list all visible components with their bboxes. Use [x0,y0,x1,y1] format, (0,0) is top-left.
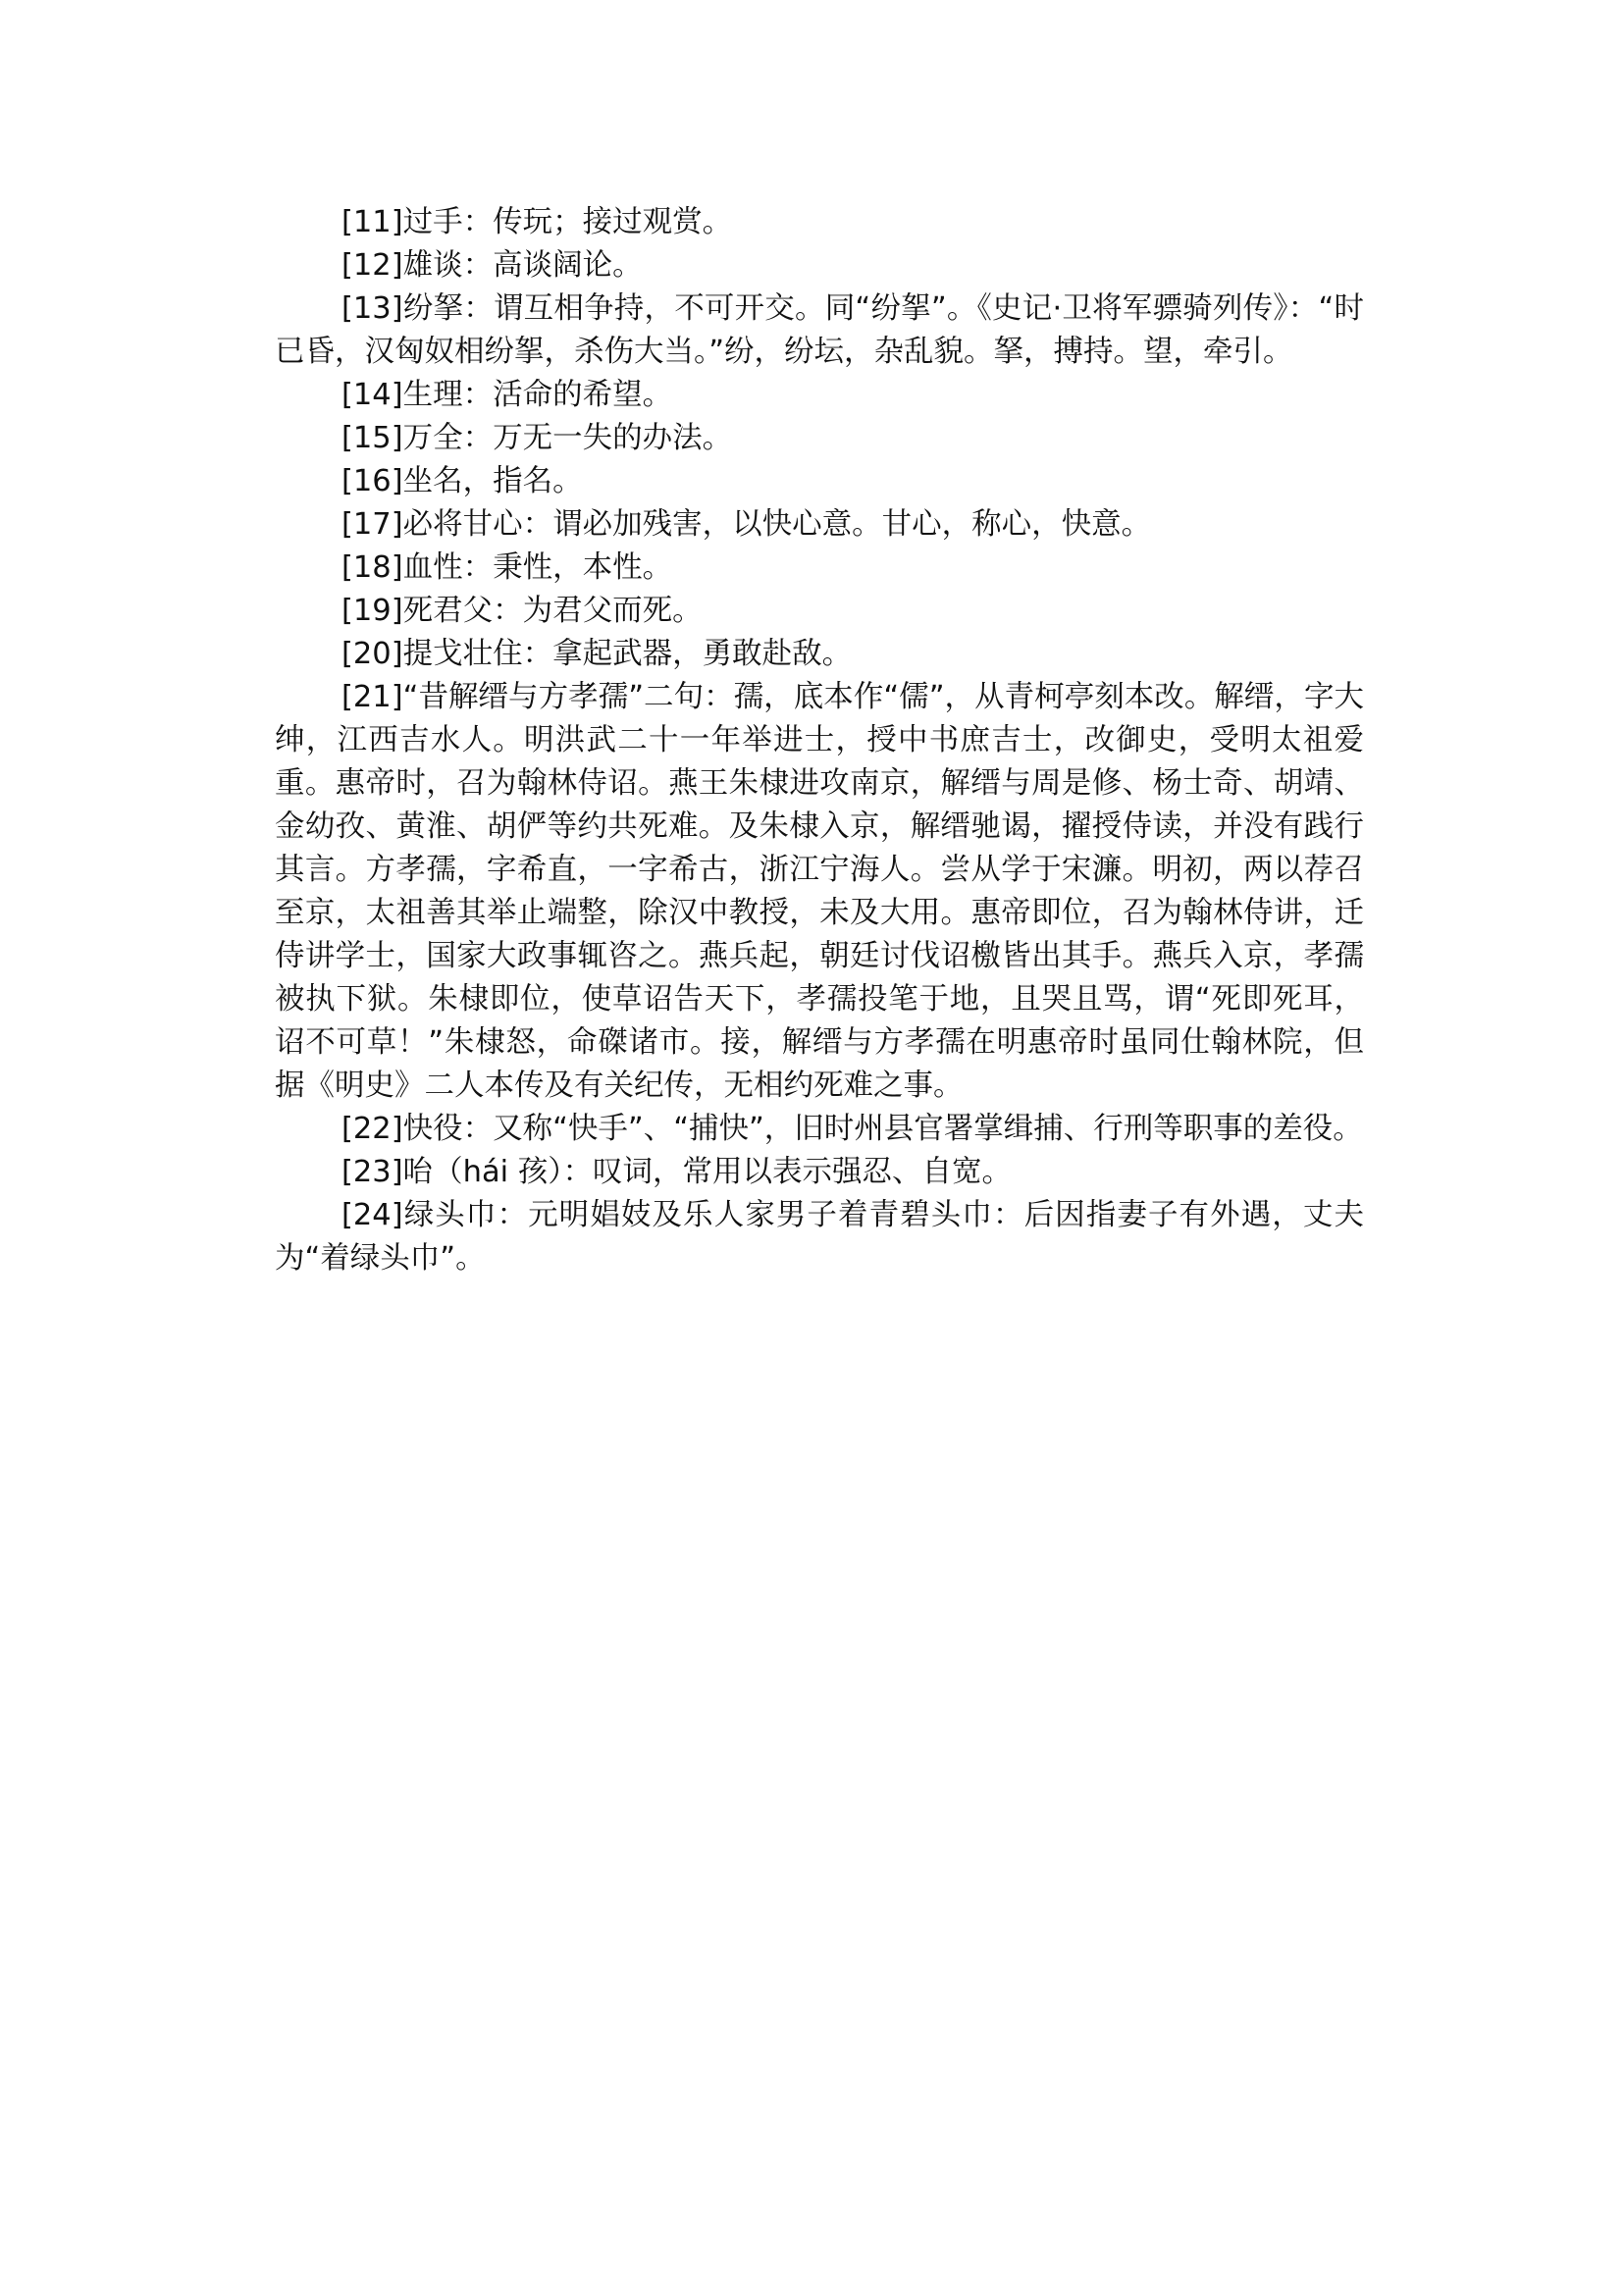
note-11: [11]过手：传玩；接过观赏。 [341,205,733,239]
note-14: [14]生理：活命的希望。 [341,378,673,412]
note-19: [19]死君父：为君父而死。 [341,594,703,628]
annotation-list [275,201,1364,1280]
note-21: [21]“昔解缙与方孝孺”二句：孺，底本作“儒”，从青柯亭刻本改。解缙，字大绅，江西吉水人。明洪武二十一年举进士，授中书庶吉士，改御史，受明太祖爱重。惠帝时，召为翰林侍诏。燕王朱棣进攻南京，解缙与周是修、杨士奇、胡靖、金幼孜、黄淮、胡俨等约共死难。及朱棣入京，解缙驰谒，擢授侍读，并没有践行其言。方孝孺，字希直，一字希古，浙江宁海人。尝从学于宋濂。明初，两以荐召至京，太祖善其举止端整，除汉中教授，未及大用。惠帝即位，召为翰林侍讲，迁侍讲学士，国家大政事辄咨之。燕兵起，朝廷讨伐诏檄皆出其手。燕兵入京，孝孺被执下狱。朱棣即位，使草诏告天下，孝孺投笔于地，且哭且骂，谓“死即死耳，诏不可草！”朱棣怒，命磔诸市。接，解缙与方孝孺在明惠帝时虽同仕翰林院，但据《明史》二人本传及有关纪传，无相约死难之事。 [275,680,1364,1103]
note-15: [15]万全：万无一失的办法。 [341,421,733,455]
note-17: [17]必将甘心：谓必加残害，以快心意。甘心，称心，快意。 [341,507,1152,542]
note-16: [16]坐名，指名。 [341,464,583,498]
note-13: [13]纷拏：谓互相争持，不可开交。同“纷挐”。《史记·卫将军骠骑列传》：“时已昏，汉匈奴相纷挐，杀伤大当。”纷，纷坛，杂乱貌。拏，搏持。望，牵引。 [275,291,1364,369]
note-20: [20]提戈壮住：拿起武器，勇敢赴敌。 [341,637,853,671]
note-12: [12]雄谈：高谈阔论。 [341,248,643,283]
note-24: [24]绿头巾：元明娼妓及乐人家男子着青碧头巾：后因指妻子有外遇，丈夫为“着绿头巾”。 [275,1198,1364,1276]
note-23: [23]咍（hái 孩）：叹词，常用以表示强忍、自宽。 [341,1155,1013,1189]
note-22: [22]快役：又称“快手”、“捕快”，旧时州县官署掌缉捕、行刑等职事的差役。 [341,1112,1363,1146]
note-18: [18]血性：秉性，本性。 [341,550,673,585]
